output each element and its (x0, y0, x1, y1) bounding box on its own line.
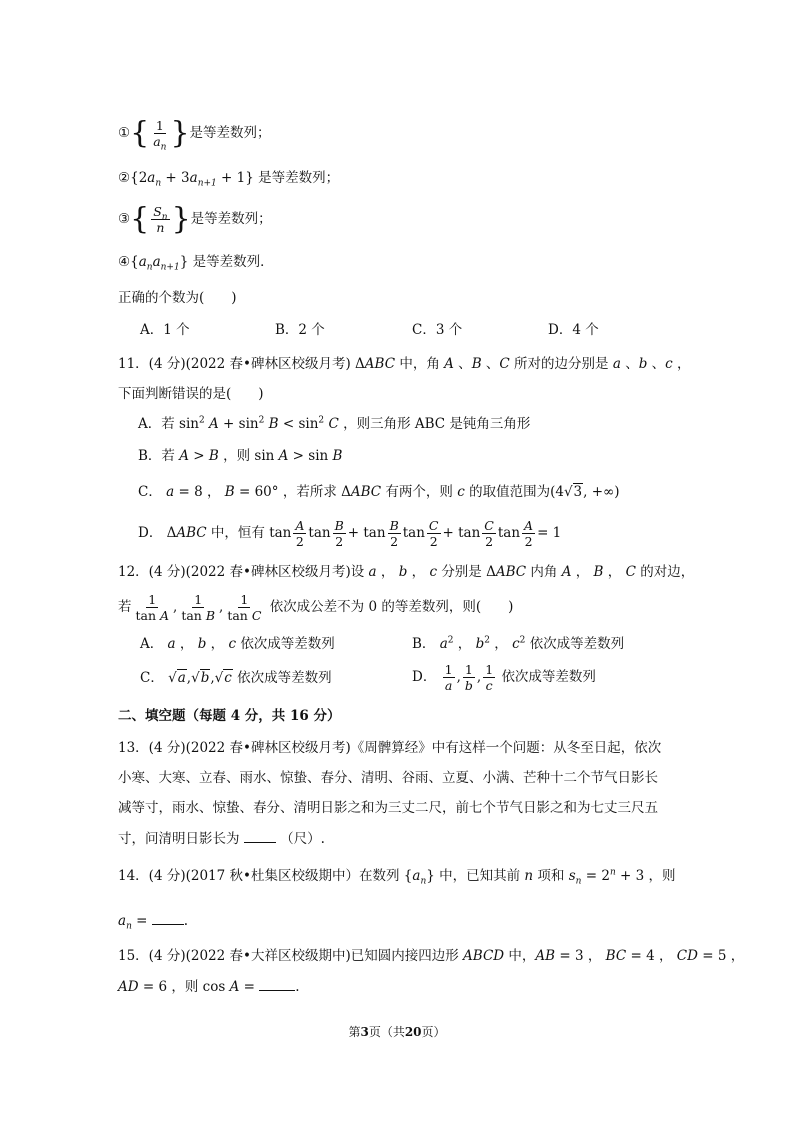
q11-option-c: C． a = 8 ， B = 60° ，若所求 ΔABC 有两个，则 c 的取值范围为(4√3, +∞) (138, 484, 620, 500)
question-10-prompt (118, 288, 237, 308)
q13-line2: 小寒、大寒、立春、雨水、惊蛰、春分、清明、谷雨、立夏、小满、芒种十二个节气日影长 (118, 770, 658, 786)
q10-option-b: B．2 个 (275, 322, 325, 338)
q10-option-d: D．4 个 (548, 322, 599, 338)
q11-option-d: D． ΔABC 中，恒有 tan $\frac{A}{2}$ tan $\frac{B}{2}$ + tan $\frac{B}{2}$ tan $\frac{C}{2}$ + tan $\frac{C}{2}$ tan $\frac{A}{2}$ = 1 (138, 518, 562, 549)
page-footer: 第3页（共20页） (348, 1025, 446, 1039)
q13-line1: 13．(4 分)(2022 春•碑林区校级月考)《周髀算经》中有这样一个问题：从冬至日起，依次 (118, 740, 662, 756)
q15-line1: 15．(4 分)(2022 春•大祥区校级期中)已知圆内接四边形 ABCD 中，AB = 3 ， BC = 4 ， CD = 5 ， (118, 948, 745, 964)
q14-line1: 14．(4 分)(2017 秋•杜集区校级期中）在数列 $\{a_n\}$ 中，已知其前 n 项和 $s_n = 2^n + 3$ ，则 (118, 867, 676, 887)
q15-line2: AD = 6 ，则 cos A = . (118, 976, 300, 997)
q10-option-c: C．3 个 (412, 322, 463, 338)
q11-stem-line2: 下面判断错误的是( ) (118, 386, 264, 402)
q13-line4: 寸，问清明日影长为 （尺）. (118, 828, 325, 849)
q12-option-b: B． $a^2$ ， $b^2$ ， $c^2$ 依次成等差数列 (412, 635, 625, 652)
answer-blank[interactable] (259, 976, 295, 991)
q12-option-a: A． a ， b ， c 依次成等差数列 (140, 636, 335, 652)
statement-2: $②\{2a_n + 3a_{n+1} + 1\}$ 是等差数列； (118, 170, 340, 189)
statement-1-text: 是等差数列； (189, 125, 271, 141)
q12-stem-line1: 12．(4 分)(2022 春•碑林区校级月考)设 a ， b ， c 分别是 ΔABC 内角 A ， B ， C 的对边， (118, 564, 695, 580)
statement-2-text: 是等差数列； (258, 170, 340, 186)
q13-line3: 减等寸，雨水、惊蛰、春分、清明日影之和为三丈二尺，前七个节气日影之和为七丈三尺五 (118, 800, 658, 816)
answer-blank[interactable] (152, 910, 184, 925)
statement-3: ③{ $\frac{S_n}{n}$ }是等差数列； (118, 201, 272, 237)
answer-blank[interactable] (244, 828, 276, 843)
question-text: 正确的个数为( ) (118, 290, 237, 306)
q11-option-b: B．若 A > B ，则 sin A > sin B (138, 448, 343, 464)
q12-option-d: D． $\frac{1}{a}$ , $\frac{1}{b}$ , $\frac{1}{c}$ 依次成等差数列 (412, 662, 596, 693)
q11-option-a: A．若 $\sin^2 A + \sin^2 B < \sin^2 C$ ，则三角形 ABC 是钝角三角形 (138, 415, 531, 432)
statement-4: $④\{a_na_{n+1}\}$ 是等差数列． (118, 254, 274, 273)
statement-1: ①{ $\frac{1}{a_n}$ }是等差数列； (118, 115, 271, 153)
q14-line2: $a_n$ = . (118, 910, 188, 931)
total-pages: 20 (404, 1025, 422, 1039)
statement-4-text: 是等差数列． (192, 254, 274, 270)
q12-option-c: C． √a,√b,√c 依次成等差数列 (140, 670, 332, 686)
q12-stem-line2: 若 $\frac{1}{\text{tan A}}$ , $\frac{1}{\text{tan B}}$ , $\frac{1}{\text{tan C}}$ 依次成公差不为 0 的等差数列，则( ) (118, 592, 514, 623)
q10-option-a: A．1 个 (140, 322, 190, 338)
statement-3-text: 是等差数列； (190, 211, 272, 227)
page-number: 3 (360, 1025, 369, 1039)
q11-stem-line1: 11．(4 分)(2022 春•碑林区校级月考) ΔABC 中，角 A 、B 、C 所对的边分别是 a 、b 、c ， (118, 356, 691, 372)
section-heading: 二、填空题（每题 4 分，共 16 分） (118, 708, 341, 724)
